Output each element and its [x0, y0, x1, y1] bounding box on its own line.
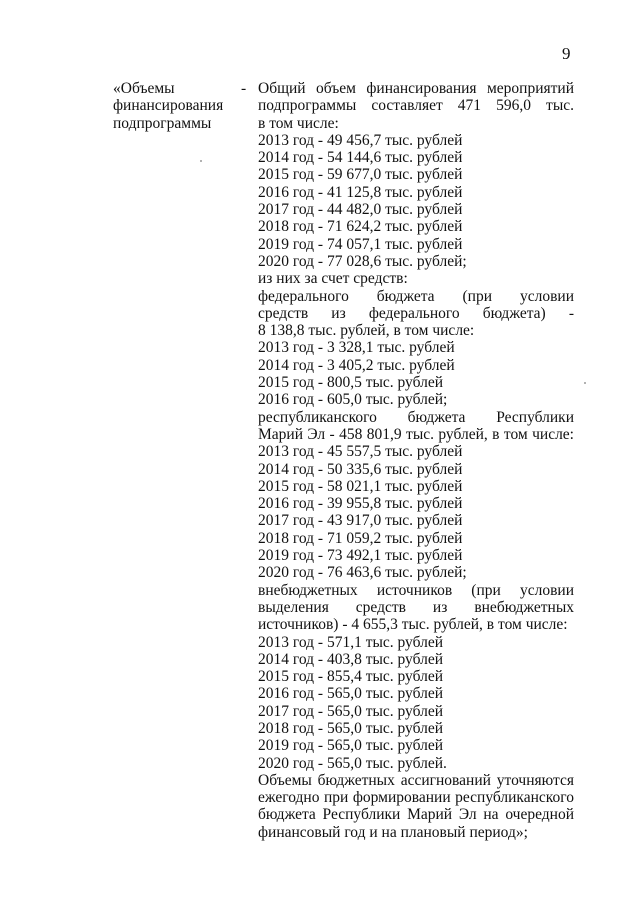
text-line: 2017 год - 43 917,0 тыс. рублей — [258, 512, 463, 530]
text-line: 2017 год - 565,0 тыс. рублей — [258, 702, 444, 720]
text-line: 2019 год - 565,0 тыс. рублей — [258, 737, 444, 755]
text-line: 2016 год - 39 955,8 тыс. рублей — [258, 495, 463, 513]
text-line: Марий Эл - 458 801,9 тыс. рублей, в том числе: — [258, 425, 574, 443]
text-line: 2015 год - 59 677,0 тыс. рублей — [258, 166, 463, 184]
text-line: 2013 год - 3 328,1 тыс. рублей — [258, 339, 455, 357]
text-line: 2017 год - 44 482,0 тыс. рублей — [258, 201, 463, 219]
separator-dash: - — [241, 80, 247, 97]
text-line: 2020 год - 77 028,6 тыс. рублей; — [258, 252, 467, 270]
text-line: выделения средств из внебюджетных — [258, 598, 574, 616]
text-line: 2016 год - 41 125,8 тыс. рублей — [258, 183, 463, 201]
text-line: 2020 год - 76 463,6 тыс. рублей; — [258, 564, 467, 582]
text-line: внебюджетных источников (при условии — [258, 581, 574, 599]
section-label-line: финансирования — [113, 97, 224, 115]
text-line: республиканского бюджета Республики — [258, 408, 574, 426]
text-line: 2015 год - 58 021,1 тыс. рублей — [258, 477, 463, 495]
text-line: 2016 год - 605,0 тыс. рублей; — [258, 391, 448, 409]
page-number: 9 — [562, 44, 571, 63]
text-line: бюджета Республики Марий Эл на очередной — [258, 806, 574, 824]
text-line: 2013 год - 45 557,5 тыс. рублей — [258, 443, 463, 461]
text-line: 2018 год - 565,0 тыс. рублей — [258, 719, 444, 737]
text-line: федерального бюджета (при условии — [258, 287, 574, 305]
text-line: источников) - 4 655,3 тыс. рублей, в том числе: — [258, 616, 568, 634]
section-label-line: «Объемы — [113, 80, 175, 97]
text-line: 2014 год - 50 335,6 тыс. рублей — [258, 460, 463, 478]
text-line: из них за счет средств: — [258, 270, 408, 288]
section-label — [113, 80, 243, 132]
text-line: подпрограммы составляет 471 596,0 тыс. — [258, 97, 574, 115]
text-line: 2014 год - 403,8 тыс. рублей — [258, 650, 444, 668]
text-line: 2013 год - 49 456,7 тыс. рублей — [258, 131, 463, 149]
text-line: ежегодно при формировании республиканского — [258, 789, 574, 807]
section-label-line: подпрограммы — [113, 114, 212, 132]
scan-speck — [200, 160, 202, 162]
text-line: Объемы бюджетных ассигнований уточняются — [258, 771, 574, 789]
text-line: 2016 год - 565,0 тыс. рублей — [258, 685, 444, 703]
text-line: 2013 год - 571,1 тыс. рублей — [258, 633, 444, 651]
text-line: 2020 год - 565,0 тыс. рублей. — [258, 754, 447, 772]
text-line: средств из федерального бюджета) - — [258, 304, 574, 322]
text-line: 2018 год - 71 059,2 тыс. рублей — [258, 529, 463, 547]
text-line: 2019 год - 73 492,1 тыс. рублей — [258, 547, 463, 565]
text-line: 2018 год - 71 624,2 тыс. рублей — [258, 218, 463, 236]
scan-speck — [584, 382, 586, 384]
text-line: 2019 год - 74 057,1 тыс. рублей — [258, 235, 463, 253]
text-line: 2015 год - 800,5 тыс. рублей — [258, 374, 444, 392]
text-line: 2015 год - 855,4 тыс. рублей — [258, 668, 444, 686]
financing-details — [258, 80, 574, 841]
text-line: 2014 год - 3 405,2 тыс. рублей — [258, 356, 455, 374]
text-line: финансовый год и на плановый период»; — [258, 823, 528, 841]
text-line: в том числе: — [258, 114, 339, 132]
text-line: Общий объем финансирования мероприятий — [258, 80, 574, 97]
text-line: 8 138,8 тыс. рублей, в том числе: — [258, 322, 475, 340]
text-line: 2014 год - 54 144,6 тыс. рублей — [258, 149, 463, 167]
